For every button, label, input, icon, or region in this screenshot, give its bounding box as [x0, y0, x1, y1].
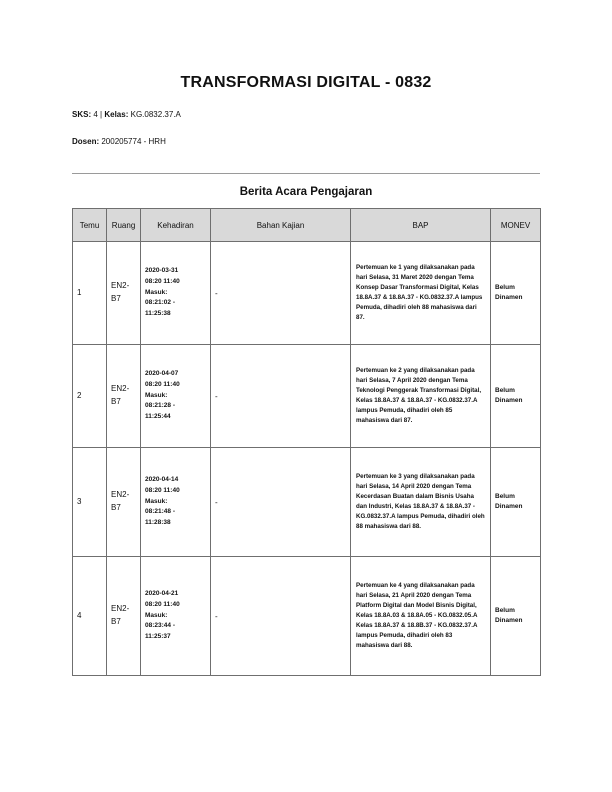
monev-cell: Belum Dinamen	[491, 557, 541, 676]
kelas-value: KG.0832.37.A	[130, 110, 181, 119]
column-header-monev: MONEV	[491, 209, 541, 242]
table-header-row	[73, 209, 541, 242]
column-header-kehadiran: Kehadiran	[141, 209, 211, 242]
bahan-kajian-cell: -	[211, 242, 351, 345]
kehadiran-cell	[141, 242, 211, 345]
kehadiran-schedule: 08:20 11:40	[145, 600, 180, 608]
horizontal-divider	[72, 173, 540, 174]
bahan-kajian-cell: -	[211, 448, 351, 557]
kehadiran-time-out: 11:25:38	[145, 310, 171, 318]
bahan-kajian-cell: -	[211, 557, 351, 676]
temu-cell: 4	[73, 557, 107, 676]
monev-cell: Belum Dinamen	[491, 345, 541, 448]
ruang-cell: EN2-B7	[107, 557, 141, 676]
temu-cell: 3	[73, 448, 107, 557]
ruang-cell: EN2-B7	[107, 242, 141, 345]
kehadiran-masuk-label: Masuk:	[145, 611, 168, 619]
temu-cell: 2	[73, 345, 107, 448]
ruang-cell: EN2-B7	[107, 448, 141, 557]
kehadiran-cell	[141, 345, 211, 448]
bap-cell: Pertemuan ke 2 yang dilaksanakan pada hari Selasa, 7 April 2020 dengan Tema Teknologi Penggerak Transformasi Digital, Kelas 18.8A.37 & 18.8A.37 - KG.0832.37.A lampus Pemuda, dihadiri oleh 85 mahasiswa dari 87.	[351, 345, 491, 448]
kehadiran-time-in: 08:23:44 -	[145, 622, 175, 630]
meta-separator: |	[100, 110, 103, 119]
kehadiran-schedule: 08:20 11:40	[145, 277, 180, 285]
course-meta	[72, 110, 181, 119]
bap-cell: Pertemuan ke 4 yang dilaksanakan pada hari Selasa, 21 April 2020 dengan Tema Platform Digital dan Model Bisnis Digital, Kelas 18.8A.03 & 18.8A.05 - KG.0832.05.A Kelas 18.8A.37 & 18.8B.37 - KG.0832.37.A lampus Pemuda, dihadiri oleh 83 mahasiswa dari 88.	[351, 557, 491, 676]
kehadiran-cell	[141, 557, 211, 676]
kehadiran-schedule: 08:20 11:40	[145, 486, 180, 494]
kehadiran-date: 2020-03-31	[145, 267, 179, 275]
sks-label: SKS:	[72, 110, 92, 119]
kehadiran-time-in: 08:21:48 -	[145, 508, 175, 516]
temu-cell: 1	[73, 242, 107, 345]
kehadiran-time-in: 08:21:02 -	[145, 299, 175, 307]
kehadiran-date: 2020-04-21	[145, 590, 179, 598]
monev-cell: Belum Dinamen	[491, 448, 541, 557]
kehadiran-masuk-label: Masuk:	[145, 288, 168, 296]
column-header-ruang: Ruang	[107, 209, 141, 242]
bap-cell: Pertemuan ke 3 yang dilaksanakan pada hari Selasa, 14 April 2020 dengan Tema Kecerdasan Buatan dalam Bisnis Usaha dan Industri, Kelas 18.8A.37 & 18.8A.37 - KG.0832.37.A lampus Pemuda, dihadiri oleh 88 mahasiswa dari 88.	[351, 448, 491, 557]
kehadiran-time-out: 11:25:44	[145, 413, 171, 421]
kelas-label: Kelas:	[104, 110, 129, 119]
ruang-cell: EN2-B7	[107, 345, 141, 448]
table-row	[73, 448, 541, 557]
bahan-kajian-cell: -	[211, 345, 351, 448]
document-title: TRANSFORMASI DIGITAL - 0832	[180, 74, 432, 91]
table-row	[73, 557, 541, 676]
bap-cell: Pertemuan ke 1 yang dilaksanakan pada hari Selasa, 31 Maret 2020 dengan Tema Konsep Dasar Transformasi Digital, Kelas 18.8A.37 & 18.8A.37 - KG.0832.37.A lampus Pemuda, dihadiri oleh 88 mahasiswa dari 87.	[351, 242, 491, 345]
sks-value: 4	[93, 110, 98, 119]
monev-cell: Belum Dinamen	[491, 242, 541, 345]
kehadiran-time-out: 11:28:38	[145, 519, 171, 527]
column-header-temu: Temu	[73, 209, 107, 242]
kehadiran-schedule: 08:20 11:40	[145, 380, 180, 388]
kehadiran-masuk-label: Masuk:	[145, 391, 168, 399]
kehadiran-date: 2020-04-14	[145, 476, 179, 484]
lecturer-meta	[72, 137, 166, 146]
kehadiran-time-out: 11:25:37	[145, 633, 171, 641]
table-row	[73, 242, 541, 345]
kehadiran-cell	[141, 448, 211, 557]
teaching-record-table	[72, 208, 541, 676]
kehadiran-masuk-label: Masuk:	[145, 497, 168, 505]
kehadiran-date: 2020-04-07	[145, 370, 179, 378]
kehadiran-time-in: 08:21:28 -	[145, 402, 175, 410]
dosen-label: Dosen:	[72, 137, 100, 146]
table-row	[73, 345, 541, 448]
dosen-value: 200205774 - HRH	[101, 137, 166, 146]
column-header-bap: BAP	[351, 209, 491, 242]
section-title: Berita Acara Pengajaran	[239, 186, 373, 198]
column-header-bahan-kajian: Bahan Kajian	[211, 209, 351, 242]
